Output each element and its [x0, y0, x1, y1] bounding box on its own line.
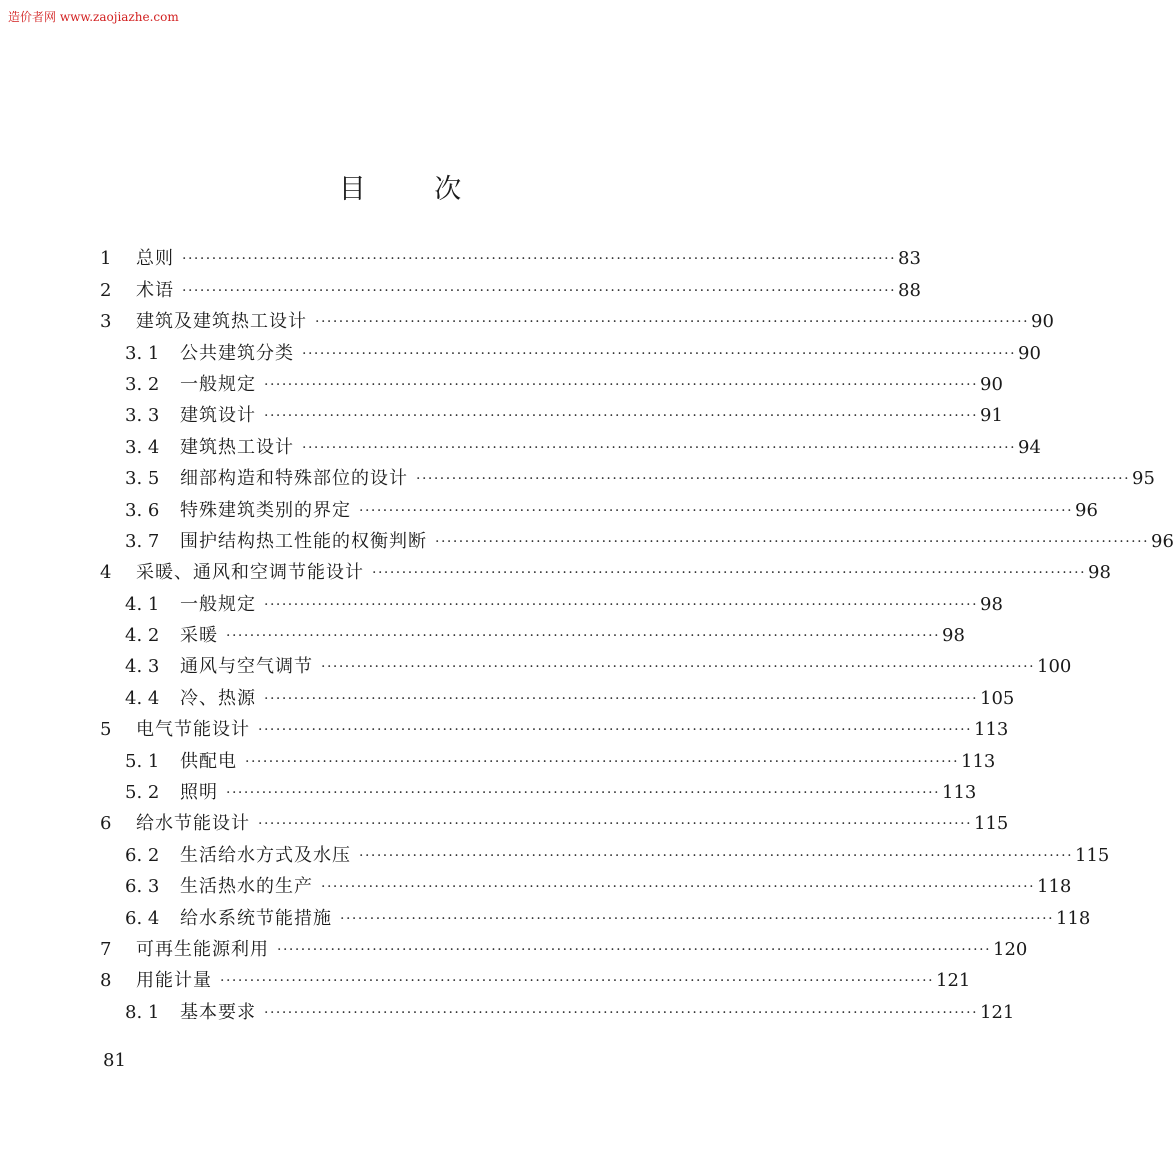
toc-entry-page: 118	[1056, 907, 1091, 929]
toc-entry-page: 100	[1037, 656, 1072, 678]
toc-entry-title: 生活给水方式及水压	[180, 844, 351, 866]
toc-dot-leader: ························································································································	[321, 879, 1036, 896]
toc-entry[interactable]	[100, 271, 921, 302]
toc-entry-number: 4. 4	[125, 687, 160, 709]
toc-entry[interactable]	[100, 617, 965, 648]
toc-entry-number: 3. 6	[125, 499, 160, 521]
toc-dot-leader: ························································································································	[315, 314, 1030, 331]
toc-entry-title: 一般规定	[180, 373, 256, 395]
table-of-contents	[100, 240, 1174, 1025]
toc-entry[interactable]	[100, 334, 1041, 365]
toc-entry[interactable]	[100, 460, 1155, 491]
toc-dot-leader: ························································································································	[359, 847, 1074, 864]
toc-entry-number: 8	[100, 970, 112, 992]
toc-entry[interactable]	[100, 523, 1174, 554]
toc-dot-leader: ························································································································	[264, 408, 979, 425]
toc-entry-page: 91	[980, 405, 1003, 427]
toc-dot-leader: ························································································································	[277, 941, 992, 958]
toc-entry-page: 113	[961, 750, 996, 772]
toc-entry-page: 90	[1031, 311, 1054, 333]
toc-entry[interactable]	[100, 428, 1041, 459]
toc-entry[interactable]	[100, 774, 977, 805]
toc-entry-page: 121	[980, 1001, 1015, 1023]
toc-entry-title: 建筑及建筑热工设计	[136, 311, 307, 333]
toc-entry-number: 3. 1	[125, 342, 160, 364]
toc-entry[interactable]	[100, 931, 1028, 962]
page-title: 目 次	[338, 174, 492, 205]
toc-dot-leader: ························································································································	[416, 471, 1131, 488]
toc-entry-number: 5	[100, 719, 112, 741]
toc-entry-number: 3. 5	[125, 468, 160, 490]
toc-entry-number: 2	[100, 279, 112, 301]
toc-entry[interactable]	[100, 993, 1015, 1024]
toc-entry[interactable]	[100, 491, 1098, 522]
toc-dot-leader: ························································································································	[226, 785, 941, 802]
toc-entry-title: 供配电	[180, 750, 237, 772]
toc-entry-number: 5. 2	[125, 782, 160, 804]
toc-entry-number: 3	[100, 311, 112, 333]
page-number: 81	[103, 1050, 126, 1071]
toc-entry-number: 3. 3	[125, 405, 160, 427]
toc-entry-title: 生活热水的生产	[180, 876, 313, 898]
toc-entry-page: 115	[974, 813, 1009, 835]
toc-entry-number: 6. 3	[125, 876, 160, 898]
toc-entry-page: 94	[1018, 436, 1041, 458]
toc-entry-number: 6. 4	[125, 907, 160, 929]
toc-entry-title: 一般规定	[180, 593, 256, 615]
toc-entry[interactable]	[100, 366, 1003, 397]
toc-entry[interactable]	[100, 397, 1003, 428]
toc-entry-title: 总则	[136, 248, 174, 270]
toc-dot-leader: ························································································································	[245, 753, 960, 770]
toc-dot-leader: ························································································································	[220, 973, 935, 990]
toc-entry-title: 采暖、通风和空调节能设计	[136, 562, 364, 584]
toc-entry[interactable]	[100, 648, 1072, 679]
toc-entry-number: 4. 1	[125, 593, 160, 615]
toc-entry[interactable]	[100, 303, 1054, 334]
toc-entry-page: 95	[1132, 468, 1155, 490]
toc-entry-title: 建筑设计	[180, 405, 256, 427]
toc-entry-page: 115	[1075, 844, 1110, 866]
toc-dot-leader: ························································································································	[435, 533, 1150, 550]
toc-dot-leader: ························································································································	[258, 816, 973, 833]
toc-dot-leader: ························································································································	[302, 345, 1017, 362]
toc-dot-leader: ························································································································	[264, 690, 979, 707]
toc-dot-leader: ························································································································	[359, 502, 1074, 519]
toc-dot-leader: ························································································································	[264, 1004, 979, 1021]
toc-entry-page: 98	[1088, 562, 1111, 584]
toc-entry[interactable]	[100, 240, 921, 271]
toc-entry-title: 照明	[180, 782, 218, 804]
toc-dot-leader: ························································································································	[258, 722, 973, 739]
toc-entry-title: 冷、热源	[180, 687, 256, 709]
toc-dot-leader: ························································································································	[264, 596, 979, 613]
toc-entry-page: 98	[980, 593, 1003, 615]
toc-entry-title: 采暖	[180, 625, 218, 647]
toc-entry-title: 电气节能设计	[136, 719, 250, 741]
toc-entry-title: 可再生能源利用	[136, 938, 269, 960]
toc-dot-leader: ························································································································	[182, 282, 897, 299]
toc-entry-title: 特殊建筑类别的界定	[180, 499, 351, 521]
toc-entry-title: 公共建筑分类	[180, 342, 294, 364]
toc-dot-leader: ························································································································	[226, 628, 941, 645]
toc-entry-page: 118	[1037, 876, 1072, 898]
toc-entry-number: 1	[100, 248, 112, 270]
toc-entry-number: 6. 2	[125, 844, 160, 866]
toc-entry-page: 90	[980, 373, 1003, 395]
toc-entry-page: 96	[1151, 530, 1174, 552]
toc-entry-page: 90	[1018, 342, 1041, 364]
toc-entry-number: 3. 4	[125, 436, 160, 458]
toc-dot-leader: ························································································································	[321, 659, 1036, 676]
toc-entry-title: 术语	[136, 279, 174, 301]
toc-entry-title: 给水系统节能措施	[180, 907, 332, 929]
toc-entry-page: 120	[993, 938, 1028, 960]
toc-entry-number: 7	[100, 938, 112, 960]
toc-entry-number: 5. 1	[125, 750, 160, 772]
toc-entry-number: 6	[100, 813, 112, 835]
toc-entry-title: 给水节能设计	[136, 813, 250, 835]
toc-entry-title: 围护结构热工性能的权衡判断	[180, 530, 427, 552]
toc-entry-number: 4. 2	[125, 625, 160, 647]
toc-entry-number: 3. 7	[125, 530, 160, 552]
toc-entry-title: 建筑热工设计	[180, 436, 294, 458]
toc-entry-page: 113	[974, 719, 1009, 741]
toc-entry-page: 113	[942, 782, 977, 804]
toc-entry-page: 83	[898, 248, 921, 270]
toc-entry[interactable]	[100, 805, 1009, 836]
toc-dot-leader: ························································································································	[302, 439, 1017, 456]
toc-dot-leader: ························································································································	[264, 376, 979, 393]
toc-dot-leader: ························································································································	[340, 910, 1055, 927]
toc-dot-leader: ························································································································	[182, 251, 897, 268]
toc-entry-page: 88	[898, 279, 921, 301]
toc-entry[interactable]	[100, 711, 1009, 742]
toc-entry[interactable]	[100, 554, 1111, 585]
toc-entry[interactable]	[100, 585, 1003, 616]
toc-entry-title: 通风与空气调节	[180, 656, 313, 678]
toc-dot-leader: ························································································································	[372, 565, 1087, 582]
toc-entry-title: 基本要求	[180, 1001, 256, 1023]
toc-entry-page: 121	[936, 970, 971, 992]
toc-entry-number: 4	[100, 562, 112, 584]
toc-entry-title: 细部构造和特殊部位的设计	[180, 468, 408, 490]
toc-entry-number: 8. 1	[125, 1001, 160, 1023]
toc-entry-title: 用能计量	[136, 970, 212, 992]
toc-entry[interactable]	[100, 868, 1072, 899]
toc-entry-page: 105	[980, 687, 1015, 709]
toc-entry[interactable]	[100, 962, 971, 993]
toc-entry[interactable]	[100, 836, 1110, 867]
toc-entry-page: 98	[942, 625, 965, 647]
toc-entry-number: 3. 2	[125, 373, 160, 395]
toc-entry-number: 4. 3	[125, 656, 160, 678]
toc-entry[interactable]	[100, 679, 1015, 710]
watermark: 造价者网 www.zaojiazhe.com	[8, 10, 179, 24]
toc-entry[interactable]	[100, 742, 996, 773]
toc-entry[interactable]	[100, 899, 1091, 930]
toc-entry-page: 96	[1075, 499, 1098, 521]
